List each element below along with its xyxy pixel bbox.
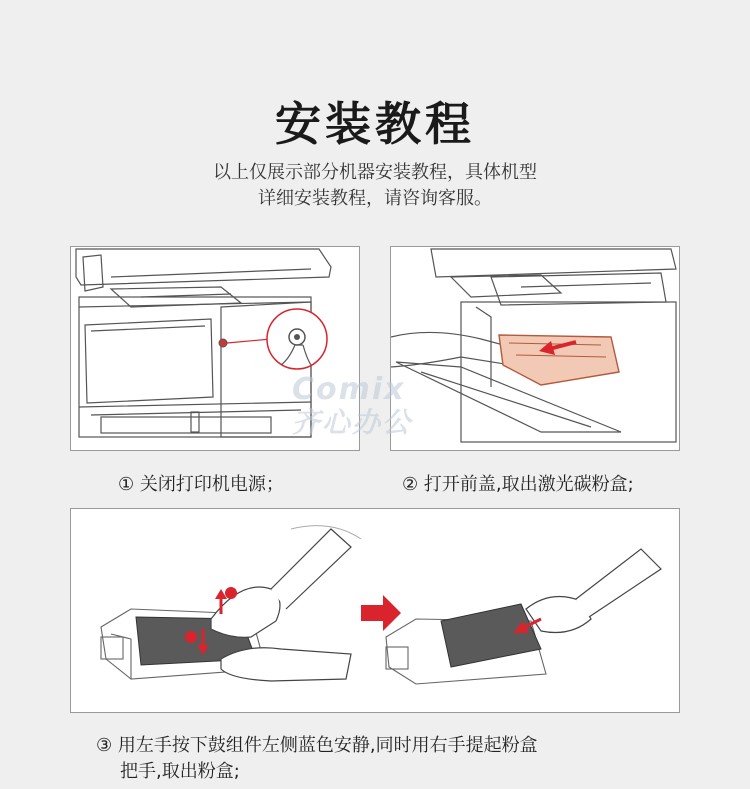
toner-removal-illustration bbox=[71, 509, 680, 713]
watermark-line-1: Comix bbox=[292, 372, 406, 407]
step1-caption: ① 关闭打印机电源； bbox=[118, 474, 284, 495]
printer-open-illustration bbox=[391, 247, 680, 451]
step3-illustration bbox=[70, 508, 680, 713]
watermark-logo bbox=[292, 372, 412, 441]
watermark-line-2: 齐心办公 bbox=[292, 406, 413, 439]
step2-illustration bbox=[390, 246, 680, 451]
step2-caption: ② 打开前盖,取出激光碳粉盒; bbox=[402, 474, 634, 495]
subtitle-line-2: 详细安装教程，请咨询客服。 bbox=[258, 188, 492, 209]
step3-caption-line-1: ③ 用左手按下鼓组件左侧蓝色安静,同时用右手提起粉盒 bbox=[96, 735, 538, 756]
page-subtitle bbox=[0, 160, 750, 212]
subtitle-line-1: 以上仅展示部分机器安装教程，具体机型 bbox=[213, 162, 537, 183]
page-title: 安装教程 bbox=[275, 97, 475, 151]
step3-caption-line-2: 把手,取出粉盒; bbox=[120, 761, 240, 782]
step3-caption bbox=[96, 733, 656, 785]
